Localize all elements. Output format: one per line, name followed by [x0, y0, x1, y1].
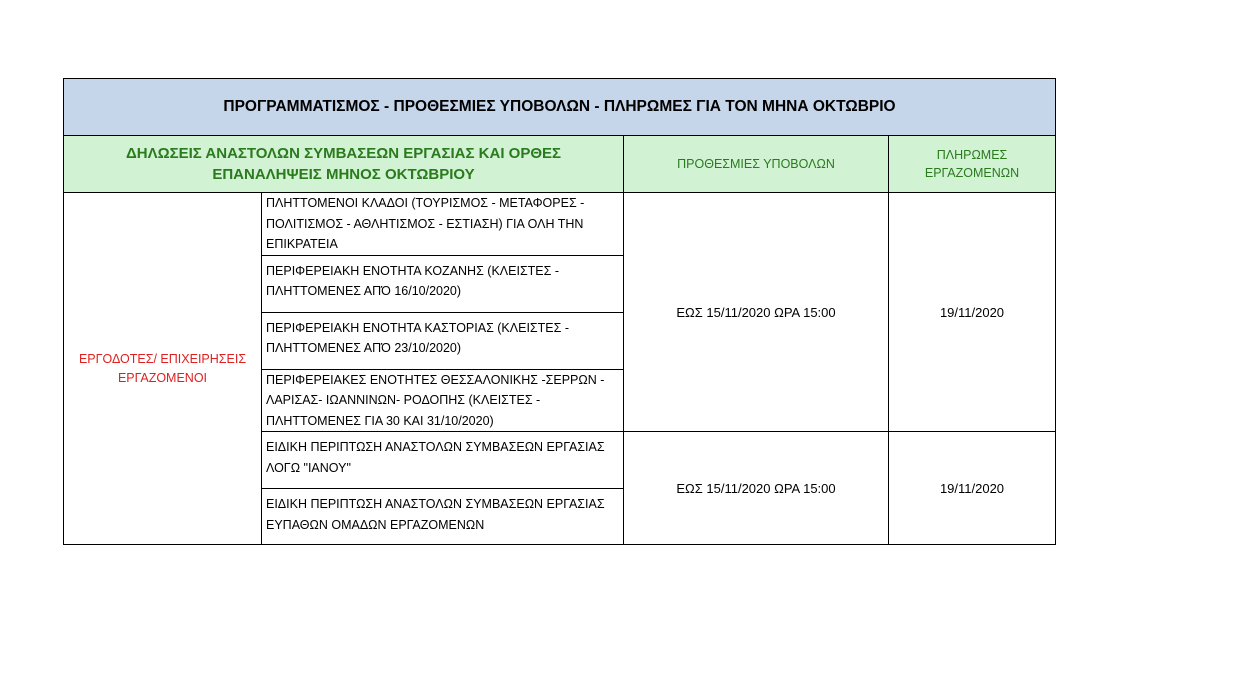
row-line: ΛΑΡΙΣΑΣ- ΙΩΑΝΝΙΝΩΝ- ΡΟΔΟΠΗΣ (ΚΛΕΙΣΤΕΣ - — [266, 393, 541, 407]
title-row — [64, 79, 1056, 136]
row-line: ΕΙΔΙΚΗ ΠΕΡΙΠΤΩΣΗ ΑΝΑΣΤΟΛΩΝ ΣΥΜΒΑΣΕΩΝ ΕΡΓΑΣΙΑΣ — [266, 440, 605, 454]
row-line: ΠΛΗΤΤΟΜΕΝΕΣ ΓΙΑ 30 ΚΑΙ 31/10/2020) — [266, 413, 494, 428]
row-line: ΛΟΓΩ "ΙΑΝΟΥ" — [266, 460, 351, 475]
table-title: ΠΡΟΓΡΑΜΜΑΤΙΣΜΟΣ - ΠΡΟΘΕΣΜΙΕΣ ΥΠΟΒΟΛΩΝ - ΠΛΗΡΩΜΕΣ ΓΙΑ ΤΟΝ ΜΗΝΑ ΟΚΤΩΒΡΙΟ — [64, 79, 1056, 136]
payment-date-cell: 19/11/2020 — [889, 432, 1056, 545]
deadline-cell: ΕΩΣ 15/11/2020 ΩΡΑ 15:00 — [624, 432, 889, 545]
header-row — [64, 136, 1056, 193]
schedule-table — [63, 78, 1056, 545]
row-description — [262, 489, 624, 545]
row-line: ΠΛΗΤΤΟΜΕΝΟΙ ΚΛΑΔΟΙ (ΤΟΥΡΙΣΜΟΣ - ΜΕΤΑΦΟΡΕΣ - — [266, 196, 585, 210]
header-payments-line2: ΕΡΓΑΖΟΜΕΝΩΝ — [924, 166, 1020, 180]
row-description — [262, 369, 624, 432]
header-payments-line1: ΠΛΗΡΩΜΕΣ — [936, 148, 1008, 162]
row-line: ΠΟΛΙΤΙΣΜΟΣ - ΑΘΛΗΤΙΣΜΟΣ - ΕΣΤΙΑΣΗ) ΓΙΑ ΟΛΗ ΤΗΝ — [266, 216, 584, 231]
row-description — [262, 255, 624, 312]
row-line: ΕΙΔΙΚΗ ΠΕΡΙΠΤΩΣΗ ΑΝΑΣΤΟΛΩΝ ΣΥΜΒΑΣΕΩΝ ΕΡΓΑΣΙΑΣ — [266, 497, 605, 511]
row-line: ΕΥΠΑΘΩΝ ΟΜΑΔΩΝ ΕΡΓΑΖΟΜΕΝΩΝ — [266, 517, 485, 532]
employer-cell — [64, 193, 262, 545]
header-deadlines: ΠΡΟΘΕΣΜΙΕΣ ΥΠΟΒΟΛΩΝ — [624, 136, 889, 193]
row-description — [262, 193, 624, 256]
table-row — [64, 193, 1056, 256]
row-line: ΠΛΗΤΤΟΜΕΝΕΣ ΑΠΌ 23/10/2020) — [266, 341, 462, 355]
employer-line2: ΕΡΓΑΖΟΜΕΝΟΙ — [117, 370, 208, 385]
employer-line1: ΕΡΓΟΔΟΤΕΣ/ ΕΠΙΧΕΙΡΗΣΕΙΣ — [78, 351, 247, 366]
row-line: ΠΛΗΤΤΟΜΕΝΕΣ ΑΠΌ 16/10/2020) — [266, 284, 462, 298]
row-line: ΠΕΡΙΦΕΡΕΙΑΚΗ ΕΝΟΤΗΤΑ ΚΟΖΑΝΗΣ (ΚΛΕΙΣΤΕΣ - — [266, 263, 560, 278]
header-payments — [889, 136, 1056, 193]
header-declarations-line1: ΔΗΛΩΣΕΙΣ ΑΝΑΣΤΟΛΩΝ ΣΥΜΒΑΣΕΩΝ ΕΡΓΑΣΙΑΣ ΚΑΙ ΟΡΘΕΣ — [125, 145, 562, 162]
payment-date-cell: 19/11/2020 — [889, 193, 1056, 432]
row-line: ΕΠΙΚΡΑΤΕΙΑ — [266, 237, 338, 251]
row-description — [262, 312, 624, 369]
row-description — [262, 432, 624, 489]
deadline-cell: ΕΩΣ 15/11/2020 ΩΡΑ 15:00 — [624, 193, 889, 432]
row-line: ΠΕΡΙΦΕΡΕΙΑΚΗ ΕΝΟΤΗΤΑ ΚΑΣΤΟΡΙΑΣ (ΚΛΕΙΣΤΕΣ - — [266, 320, 569, 335]
header-declarations-line2: ΕΠΑΝΑΛΗΨΕΙΣ ΜΗΝΟΣ ΟΚΤΩΒΡΙΟΥ — [212, 166, 475, 183]
header-declarations — [64, 136, 624, 193]
row-line: ΠΕΡΙΦΕΡΕΙΑΚΕΣ ΕΝΟΤΗΤΕΣ ΘΕΣΣΑΛΟΝΙΚΗΣ -ΣΕΡΡΩΝ - — [266, 372, 605, 387]
